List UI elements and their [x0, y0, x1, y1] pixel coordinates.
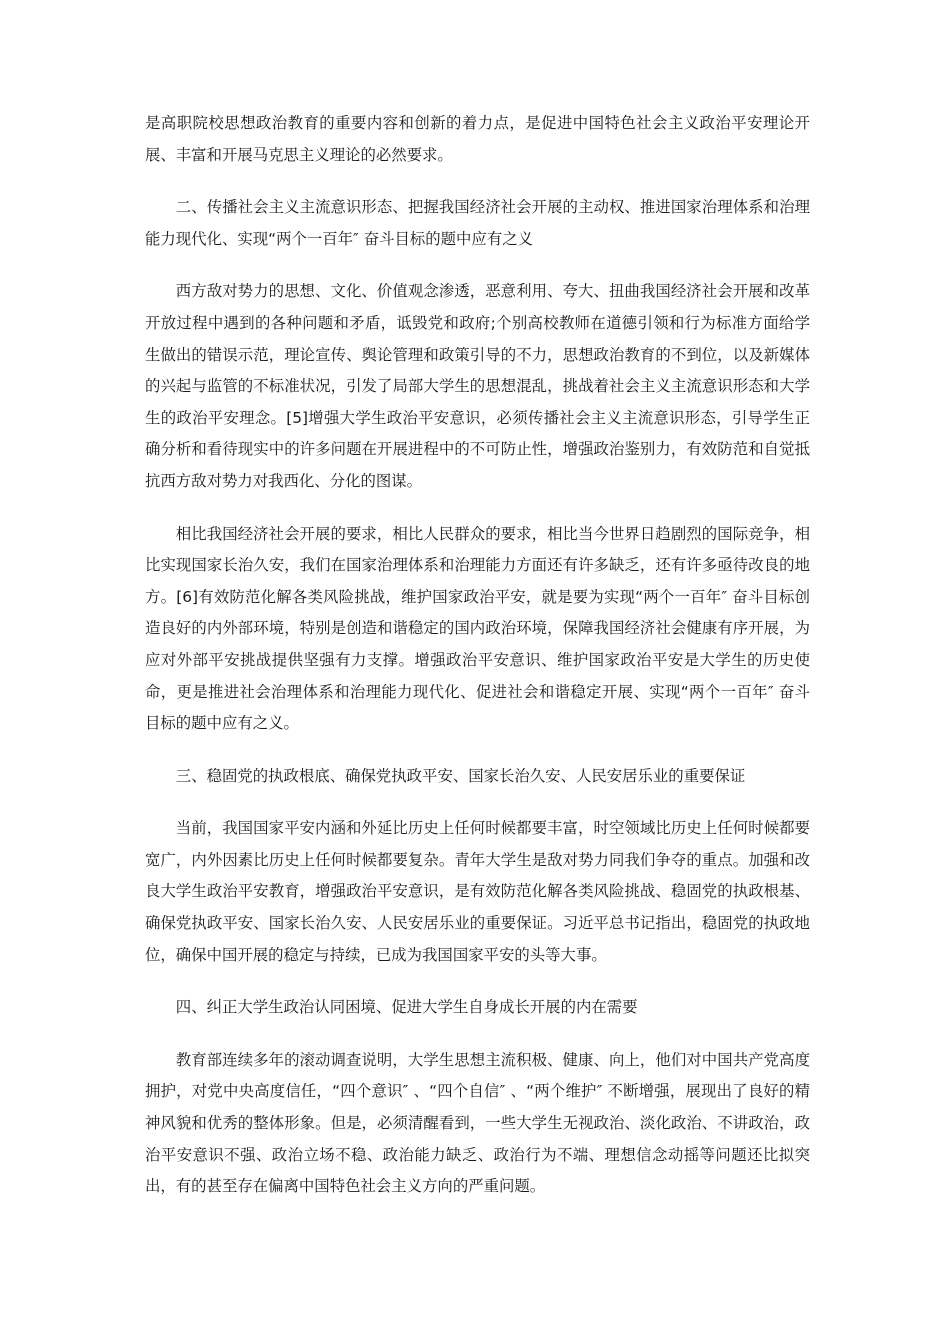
- paragraph-security: 当前，我国国家平安内涵和外延比历史上任何时候都要丰富，时空领域比历史上任何时候都要宽广，内外因素比历史上任何时候都要复杂。青年大学生是敌对势力同我们争夺的重点。加强和改良大学生政治平安教育，增强政治平安意识，是有效防范化解各类风险挑战、稳固党的执政根基、确保党执政平安、国家长治久安、人民安居乐业的重要保证。习近平总书记指出，稳固党的执政地位，确保中国开展的稳定与持续，已成为我国国家平安的头等大事。: [145, 819, 810, 964]
- section-heading-3: 三、稳固党的执政根底、确保党执政平安、国家长治久安、人民安居乐业的重要保证: [175, 766, 746, 785]
- section-heading-4: 四、纠正大学生政治认同困境、促进大学生自身成长开展的内在需要: [175, 998, 638, 1017]
- paragraph-ideology: 西方敌对势力的思想、文化、价值观念渗透，恶意利用、夸大、扭曲我国经济社会开展和改革开放过程中遇到的各种问题和矛盾，诋毁党和政府;个别高校教师在道德引领和行为标准方面给学生做出的错误示范，理论宣传、舆论管理和政策引导的不力，思想政治教育的不到位，以及新媒体的兴起与监管的不标准状况，引发了局部大学生的思想混乱，挑战着社会主义主流意识形态和大学生的政治平安理念。[5]增强大学生政治平安意识，必须传播社会主义主流意识形态，引导学生正确分析和看待现实中的许多问题在开展进程中的不可防止性，增强政治鉴别力，有效防范和自觉抵抗西方敌对势力对我西化、分化的图谋。: [145, 282, 810, 490]
- paragraph-continuation: 是高职院校思想政治教育的重要内容和创新的着力点，是促进中国特色社会主义政治平安理论开展、丰富和开展马克思主义理论的必然要求。: [145, 114, 810, 164]
- section-heading-2: 二、传播社会主义主流意识形态、把握我国经济社会开展的主动权、推进国家治理体系和治理能力现代化、实现“两个一百年″ 奋斗目标的题中应有之义: [145, 198, 810, 248]
- paragraph-governance: 相比我国经济社会开展的要求，相比人民群众的要求，相比当今世界日趋剧烈的国际竞争，相比实现国家长治久安，我们在国家治理体系和治理能力方面还有许多缺乏，还有许多亟待改良的地方。[6]有效防范化解各类风险挑战，维护国家政治平安，就是要为实现“两个一百年″ 奋斗目标创造良好的内外部环境，特别是创造和谐稳定的国内政治环境，保障我国经济社会健康有序开展，为应对外部平安挑战提供坚强有力支撑。增强政治平安意识、维护国家政治平安是大学生的历史使命，更是推进社会治理体系和治理能力现代化、促进社会和谐稳定开展、实现“两个一百年″ 奋斗目标的题中应有之义。: [145, 524, 810, 733]
- document-page: [145, 108, 810, 1224]
- paragraph-survey: 教育部连续多年的滚动调查说明，大学生思想主流积极、健康、向上，他们对中国共产党高度拥护，对党中央高度信任，“四个意识″ 、“四个自信″ 、“两个维护″ 不断增强，展现出了良好的精神风貌和优秀的整体形象。但是，必须清醒看到，一些大学生无视政治、淡化政治、不讲政治，政治平安意识不强、政治立场不稳、政治能力缺乏、政治行为不端、理想信念动摇等问题还比拟突出，有的甚至存在偏离中国特色社会主义方向的严重问题。: [145, 1050, 810, 1196]
